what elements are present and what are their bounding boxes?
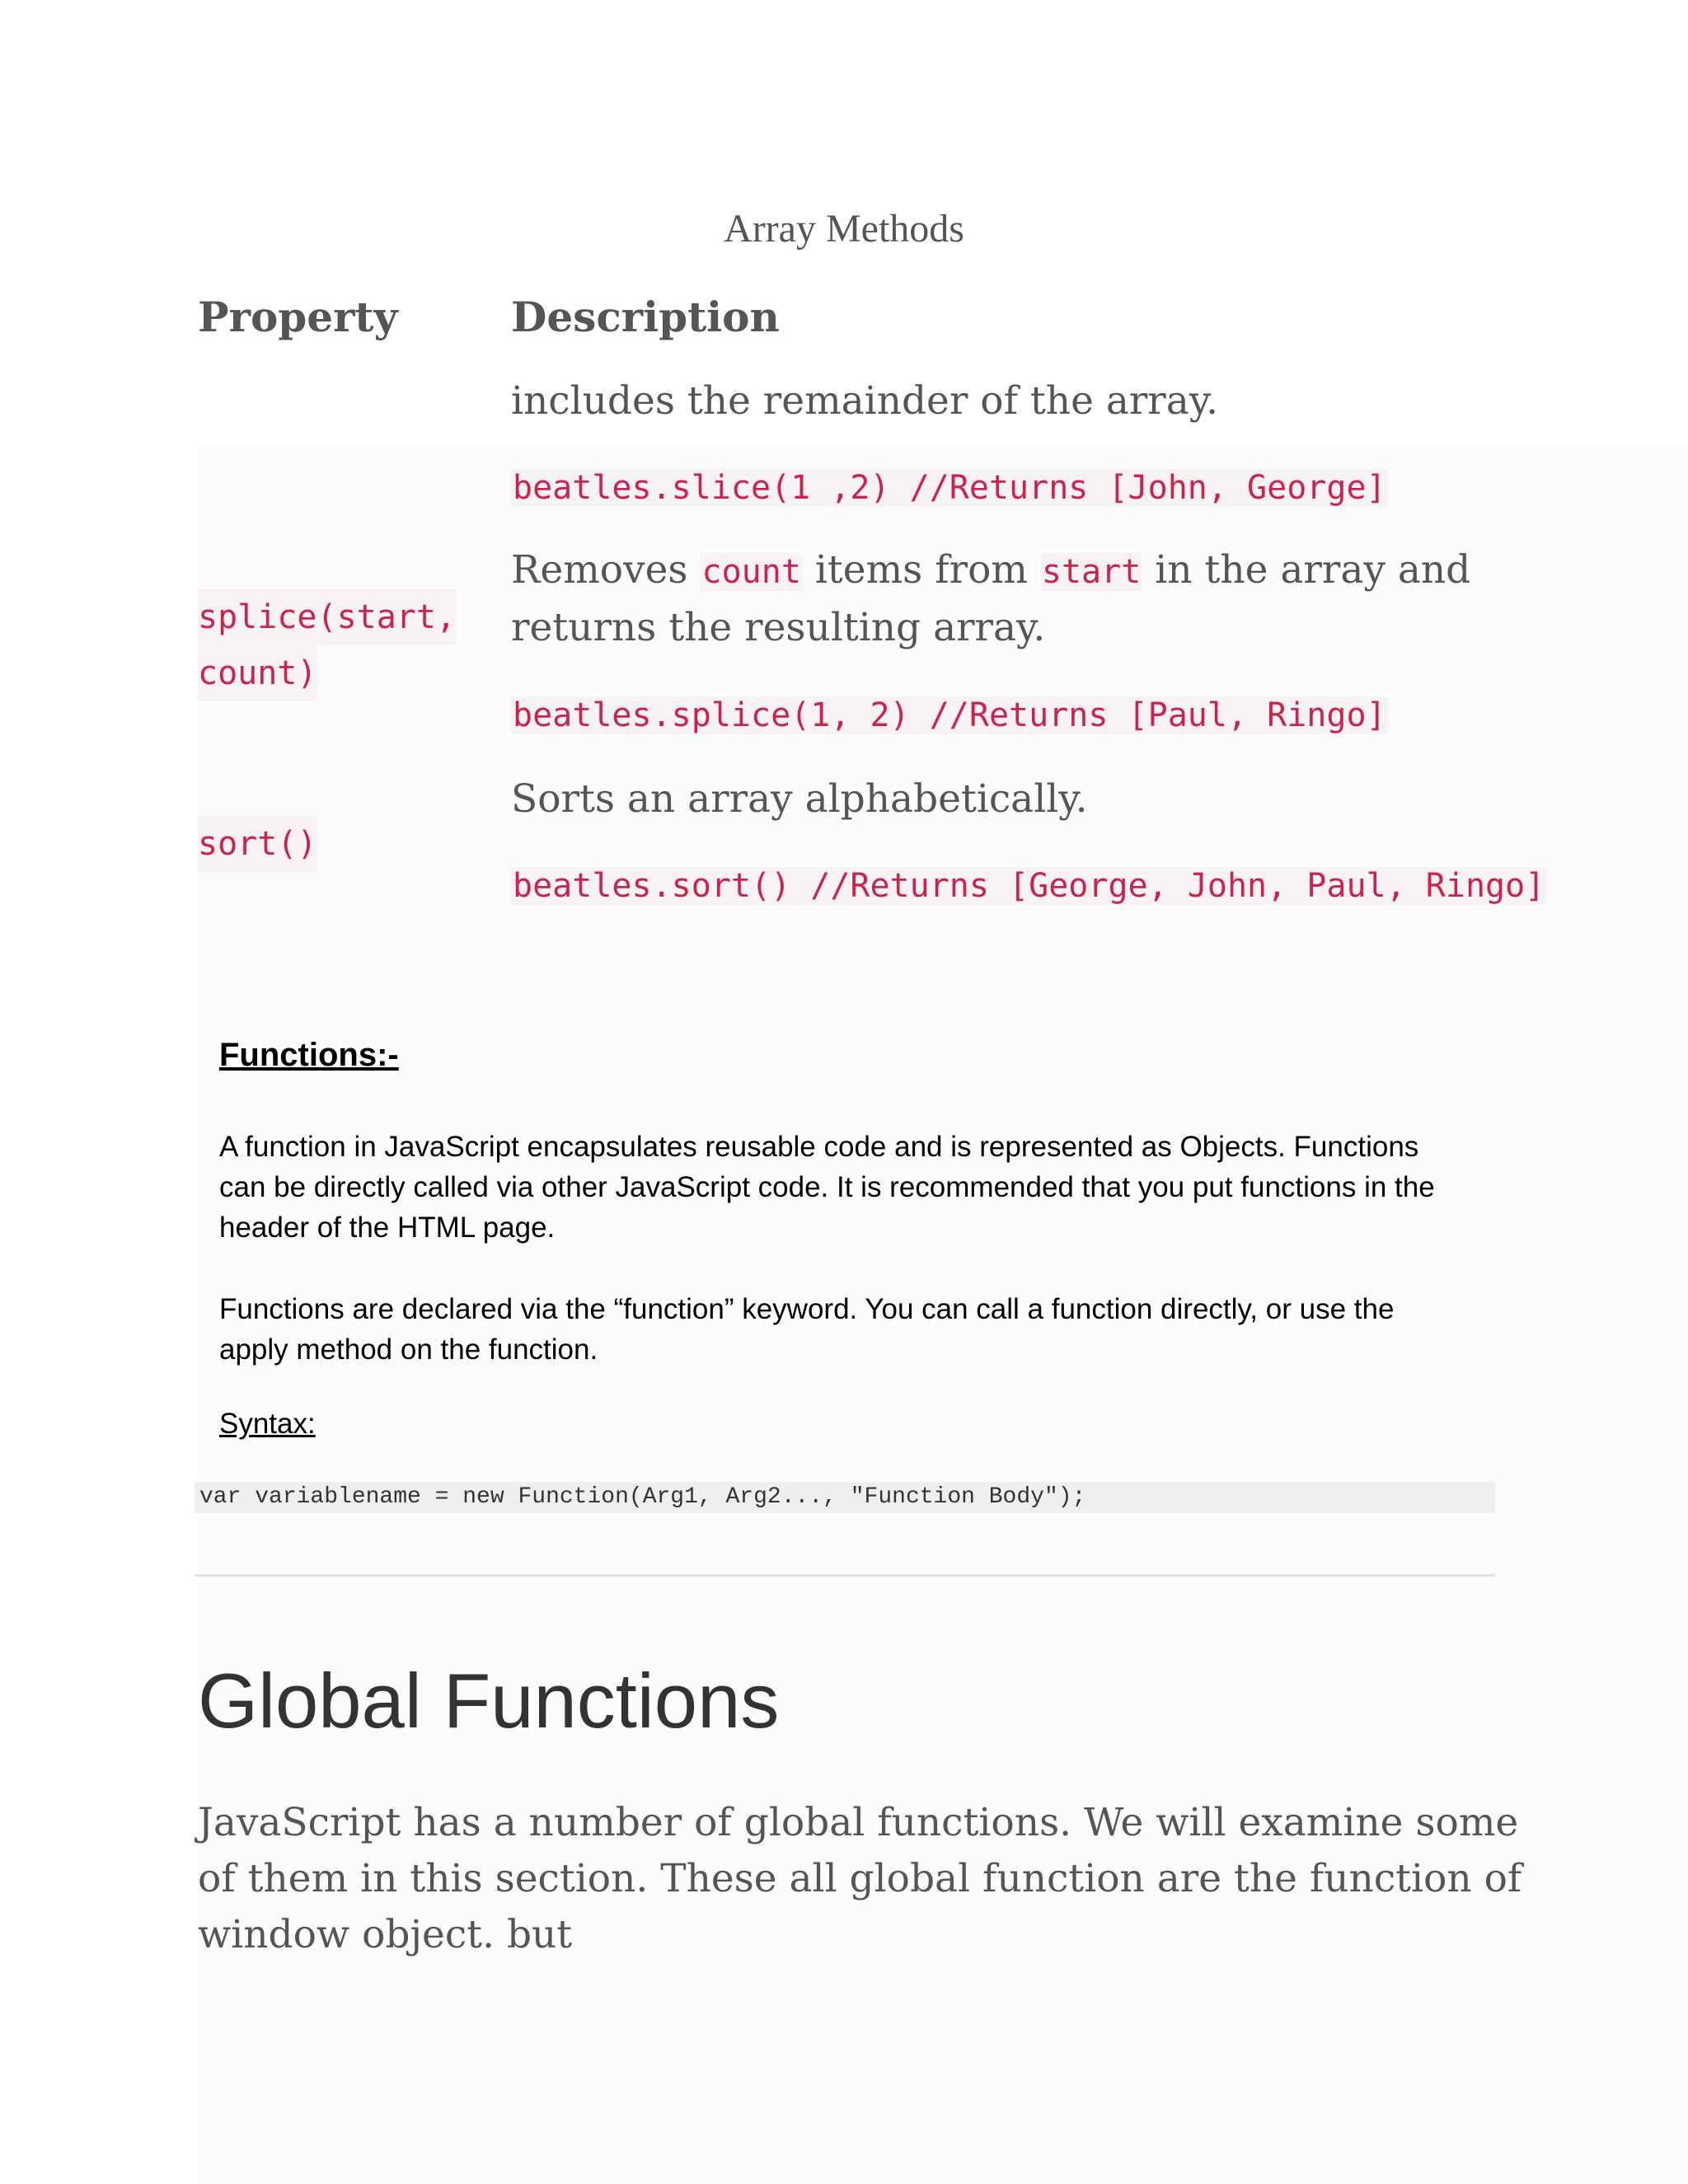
splice-desc-code-count: count [701,553,801,591]
property-splice-line2: count) [198,645,317,701]
sort-description: Sorts an array alphabetically. [511,776,1088,822]
column-header-description: Description [511,293,780,341]
page-title: Array Methods [724,207,964,251]
splice-desc-code-start: start [1041,553,1142,591]
sort-example [511,861,1546,918]
splice-desc-text-2: items from [802,547,1040,593]
functions-paragraph-2: Functions are declared via the “function” keyword. You can call a function directly, or use the apply method on the function. [219,1293,1395,1366]
sort-example-code: beatles.sort() //Returns [George, John, Paul, Ringo] [513,867,1545,905]
slice-example [511,463,1388,520]
continued-description: includes the remainder of the array. [511,378,1219,424]
splice-example-code: beatles.splice(1, 2) //Returns [Paul, Ringo] [513,696,1386,734]
column-header-property: Property [198,293,398,341]
functions-heading: Functions:- [219,1037,399,1073]
functions-paragraph-1: A function in JavaScript encapsulates reusable code and is represented as Objects. Functions can be directly called via other JavaScript code. It is recommended that you put functions in the header of the HTML page. [219,1131,1435,1244]
property-splice-line1: splice(start, [198,589,456,645]
splice-description [511,542,1492,656]
splice-example [511,691,1388,748]
syntax-code-block: var variablename = new Function(Arg1, Arg2..., "Function Body"); [195,1482,1495,1513]
global-functions-paragraph: JavaScript has a number of global functions. We will examine some of them in this section. These all global function are the function of window object. but [198,1800,1522,1957]
splice-desc-text-1: Removes [511,547,701,593]
section-divider [195,1574,1495,1577]
slice-example-code: beatles.slice(1 ,2) //Returns [John, George] [513,469,1386,507]
syntax-label: Syntax: [219,1408,316,1440]
splice-desc-text-3: in the array and returns the resulting array. [511,547,1471,650]
property-sort: sort() [198,816,317,872]
global-functions-heading: Global Functions [198,1657,780,1744]
